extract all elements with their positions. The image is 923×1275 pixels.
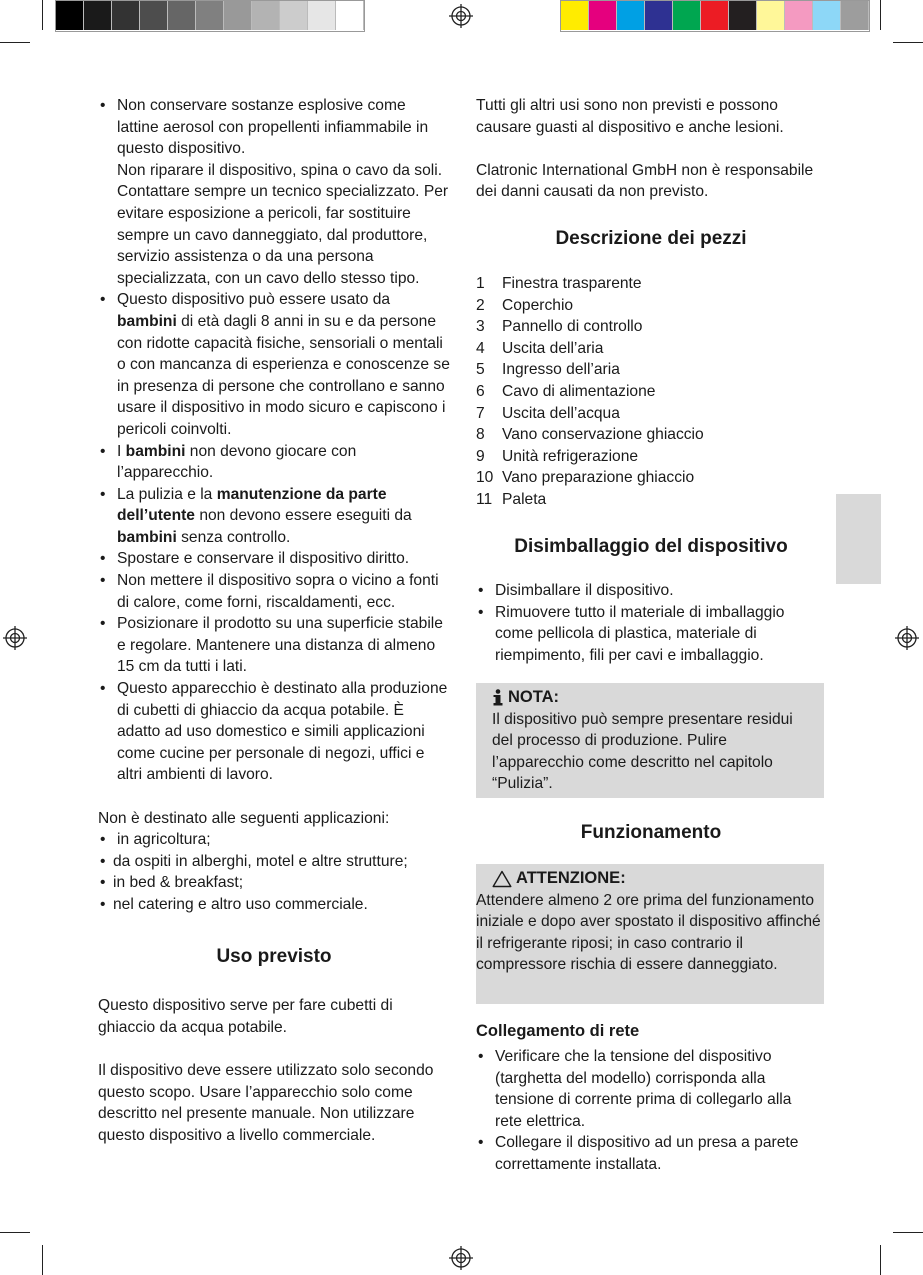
parts-list-item: [476, 467, 826, 489]
list-item: • I bambini non devono giocare con l’apparecchio.: [100, 442, 357, 482]
part-number: 4: [476, 339, 485, 357]
color-swatch: [168, 1, 196, 30]
part-label: Uscita dell’acqua: [502, 404, 620, 422]
crop-mark: [880, 0, 881, 30]
color-swatch: [56, 1, 84, 30]
warning-title: ATTENZIONE:: [476, 868, 824, 890]
parts-list-item: [476, 316, 826, 338]
left-column: [98, 95, 450, 1146]
part-label: Unità refrigerazione: [502, 447, 639, 465]
part-label: Vano conservazione ghiaccio: [502, 426, 704, 444]
section-heading-operation: Funzionamento: [580, 822, 722, 843]
parts-list: [476, 273, 826, 511]
language-tab: [836, 494, 881, 584]
registration-mark-icon: [3, 626, 27, 650]
color-swatch: [617, 1, 645, 30]
note-box: [476, 683, 824, 798]
list-item: • nel catering e altro uso commerciale.: [100, 895, 368, 913]
parts-list-item: [476, 446, 826, 468]
info-icon: [492, 689, 504, 706]
color-swatch: [224, 1, 252, 30]
section-heading-mains: Collegamento di rete: [476, 1022, 640, 1040]
color-swatch: [140, 1, 168, 30]
color-swatch: [645, 1, 673, 30]
part-number: 7: [476, 404, 485, 422]
process-color-bar: [560, 0, 870, 32]
parts-list-item: [476, 359, 826, 381]
unpack-list: [476, 580, 821, 666]
part-number: 5: [476, 361, 485, 379]
parts-list-item: [476, 424, 826, 446]
list-item: • Rimuovere tutto il materiale di imballaggio come pellicola di plastica, materiale di riempimento, fili per cavi e imballaggio.: [478, 603, 785, 664]
parts-list-item: [476, 489, 826, 511]
list-item: • Posizionare il prodotto su una superficie stabile e regolare. Mantenere una distanza di almeno 15 cm da tutti i lati.: [100, 615, 443, 676]
part-number: 3: [476, 318, 485, 336]
warning-triangle-icon: [492, 870, 512, 888]
uso-paragraph-1: Questo dispositivo serve per fare cubetti di ghiaccio da acqua potabile.: [98, 997, 393, 1036]
list-item: • Non mettere il dispositivo sopra o vicino a fonti di calore, come forni, riscaldamenti, ecc.: [100, 572, 439, 611]
registration-mark-icon: [449, 4, 473, 28]
color-swatch: [589, 1, 617, 30]
part-label: Cavo di alimentazione: [502, 382, 656, 400]
note-title: NOTA:: [492, 687, 824, 709]
parts-list-item: [476, 381, 826, 403]
section-heading-parts: Descrizione dei pezzi: [555, 228, 747, 249]
part-number: 8: [476, 426, 485, 444]
uso-paragraph-2: Il dispositivo deve essere utilizzato solo secondo questo scopo. Usare l’apparecchio solo come descritto nel presente manuale. Non utilizzare questo dispositivo a livello commerciale.: [98, 1061, 434, 1144]
registration-mark-icon: [449, 1246, 473, 1270]
part-label: Ingresso dell’aria: [502, 361, 620, 379]
parts-list-item: [476, 403, 826, 425]
color-swatch: [252, 1, 280, 30]
list-item: • Spostare e conservare il dispositivo diritto.: [100, 550, 410, 568]
warning-text: Attendere almeno 2 ore prima del funzionamento iniziale e dopo aver spostato il dispositivo affinché il refrigerante riposi; in caso contrario il compressore rischia di essere danneggiato.: [476, 891, 821, 974]
liability-paragraph: Clatronic International GmbH non è responsabile dei danni causati da non previsto.: [476, 161, 814, 201]
color-swatch: [757, 1, 785, 30]
color-swatch: [280, 1, 308, 30]
color-swatch: [785, 1, 813, 30]
color-swatch: [84, 1, 112, 30]
part-label: Coperchio: [502, 296, 574, 314]
part-number: 1: [476, 275, 485, 292]
list-item: • in agricoltura;: [100, 831, 211, 849]
other-uses-paragraph: Tutti gli altri usi sono non previsti e possono causare guasti al dispositivo e anche lesioni.: [476, 97, 784, 136]
color-swatch: [729, 1, 757, 30]
part-number: 2: [476, 296, 485, 314]
section-heading-uso: Uso previsto: [216, 945, 332, 967]
parts-list-item: [476, 295, 826, 317]
color-swatch: [196, 1, 224, 30]
mains-list: [476, 1046, 821, 1176]
crop-mark: [893, 1232, 923, 1233]
list-item: Non riparare il dispositivo, spina o cavo da soli. Contattare sempre un tecnico specializzato. Per evitare esposizione a pericoli, far sostituire sempre un cavo danneggiato, dal produttore, servizio assistenza o da una persona specializzata, con un cavo dello stesso tipo.: [117, 161, 449, 287]
part-number: 6: [476, 382, 485, 400]
color-swatch: [336, 1, 364, 30]
part-label: Paleta: [502, 490, 547, 508]
list-item: • Questo dispositivo può essere usato da bambini di età dagli 8 anni in su e da persone con ridotte capacità fisiche, sensoriali o mentali o con mancanza di esperienza e conoscenze se in presenza di persone che controllano e sanno usare il dispositivo in modo sicuro e capiscono i pericoli coinvolti.: [100, 291, 450, 438]
part-number: 11: [476, 490, 493, 508]
parts-list-item: [476, 338, 826, 360]
list-item: • Questo apparecchio è destinato alla produzione di cubetti di ghiaccio da acqua potabile. È adatto ad uso domestico e simili applicazioni come cucine per personale di negozi, uffici e altri ambienti di lavoro.: [100, 680, 448, 784]
section-heading-unpacking: Disimballaggio del dispositivo: [514, 536, 788, 557]
part-label: Pannello di controllo: [502, 318, 643, 336]
note-text: Il dispositivo può sempre presentare residui del processo di produzione. Pulire l’apparecchio come descritto nel capitolo “Pulizia”.: [492, 710, 793, 793]
registration-mark-icon: [895, 626, 919, 650]
list-item: • in bed & breakfast;: [100, 874, 244, 892]
list-item: • Disimballare il dispositivo.: [478, 582, 674, 599]
list-item: • Collegare il dispositivo ad un presa a parete correttamente installata.: [478, 1134, 799, 1173]
crop-mark: [880, 1245, 881, 1275]
color-swatch: [813, 1, 841, 30]
list-item: • La pulizia e la manutenzione da parte dell’utente non devono essere eseguiti da bambini senza controllo.: [100, 485, 412, 546]
crop-mark: [0, 42, 30, 43]
crop-mark: [0, 1232, 30, 1233]
parts-list-item: [476, 273, 826, 295]
color-swatch: [701, 1, 729, 30]
not-intended-intro: Non è destinato alle seguenti applicazioni:: [98, 809, 390, 827]
list-item: • Verificare che la tensione del dispositivo (targhetta del modello) corrisponda alla tensione di corrente prima di collegarlo alla rete elettrica.: [478, 1048, 792, 1130]
color-swatch: [841, 1, 869, 30]
crop-mark: [42, 0, 43, 30]
grayscale-color-bar: [55, 0, 365, 32]
part-label: Finestra trasparente: [502, 275, 642, 292]
part-number: 9: [476, 447, 485, 465]
color-swatch: [673, 1, 701, 30]
part-label: Vano preparazione ghiaccio: [502, 469, 695, 487]
list-item: • Non conservare sostanze esplosive come lattine aerosol con propellenti infiammabile in questo dispositivo.: [100, 97, 429, 158]
part-number: 10: [476, 469, 494, 487]
part-label: Uscita dell’aria: [502, 339, 604, 357]
color-swatch: [112, 1, 140, 30]
list-item: • da ospiti in alberghi, motel e altre strutture;: [100, 852, 408, 870]
color-swatch: [561, 1, 589, 30]
warning-box: [476, 864, 824, 1004]
crop-mark: [42, 1245, 43, 1275]
crop-mark: [893, 42, 923, 43]
color-swatch: [308, 1, 336, 30]
right-column: [476, 95, 826, 203]
